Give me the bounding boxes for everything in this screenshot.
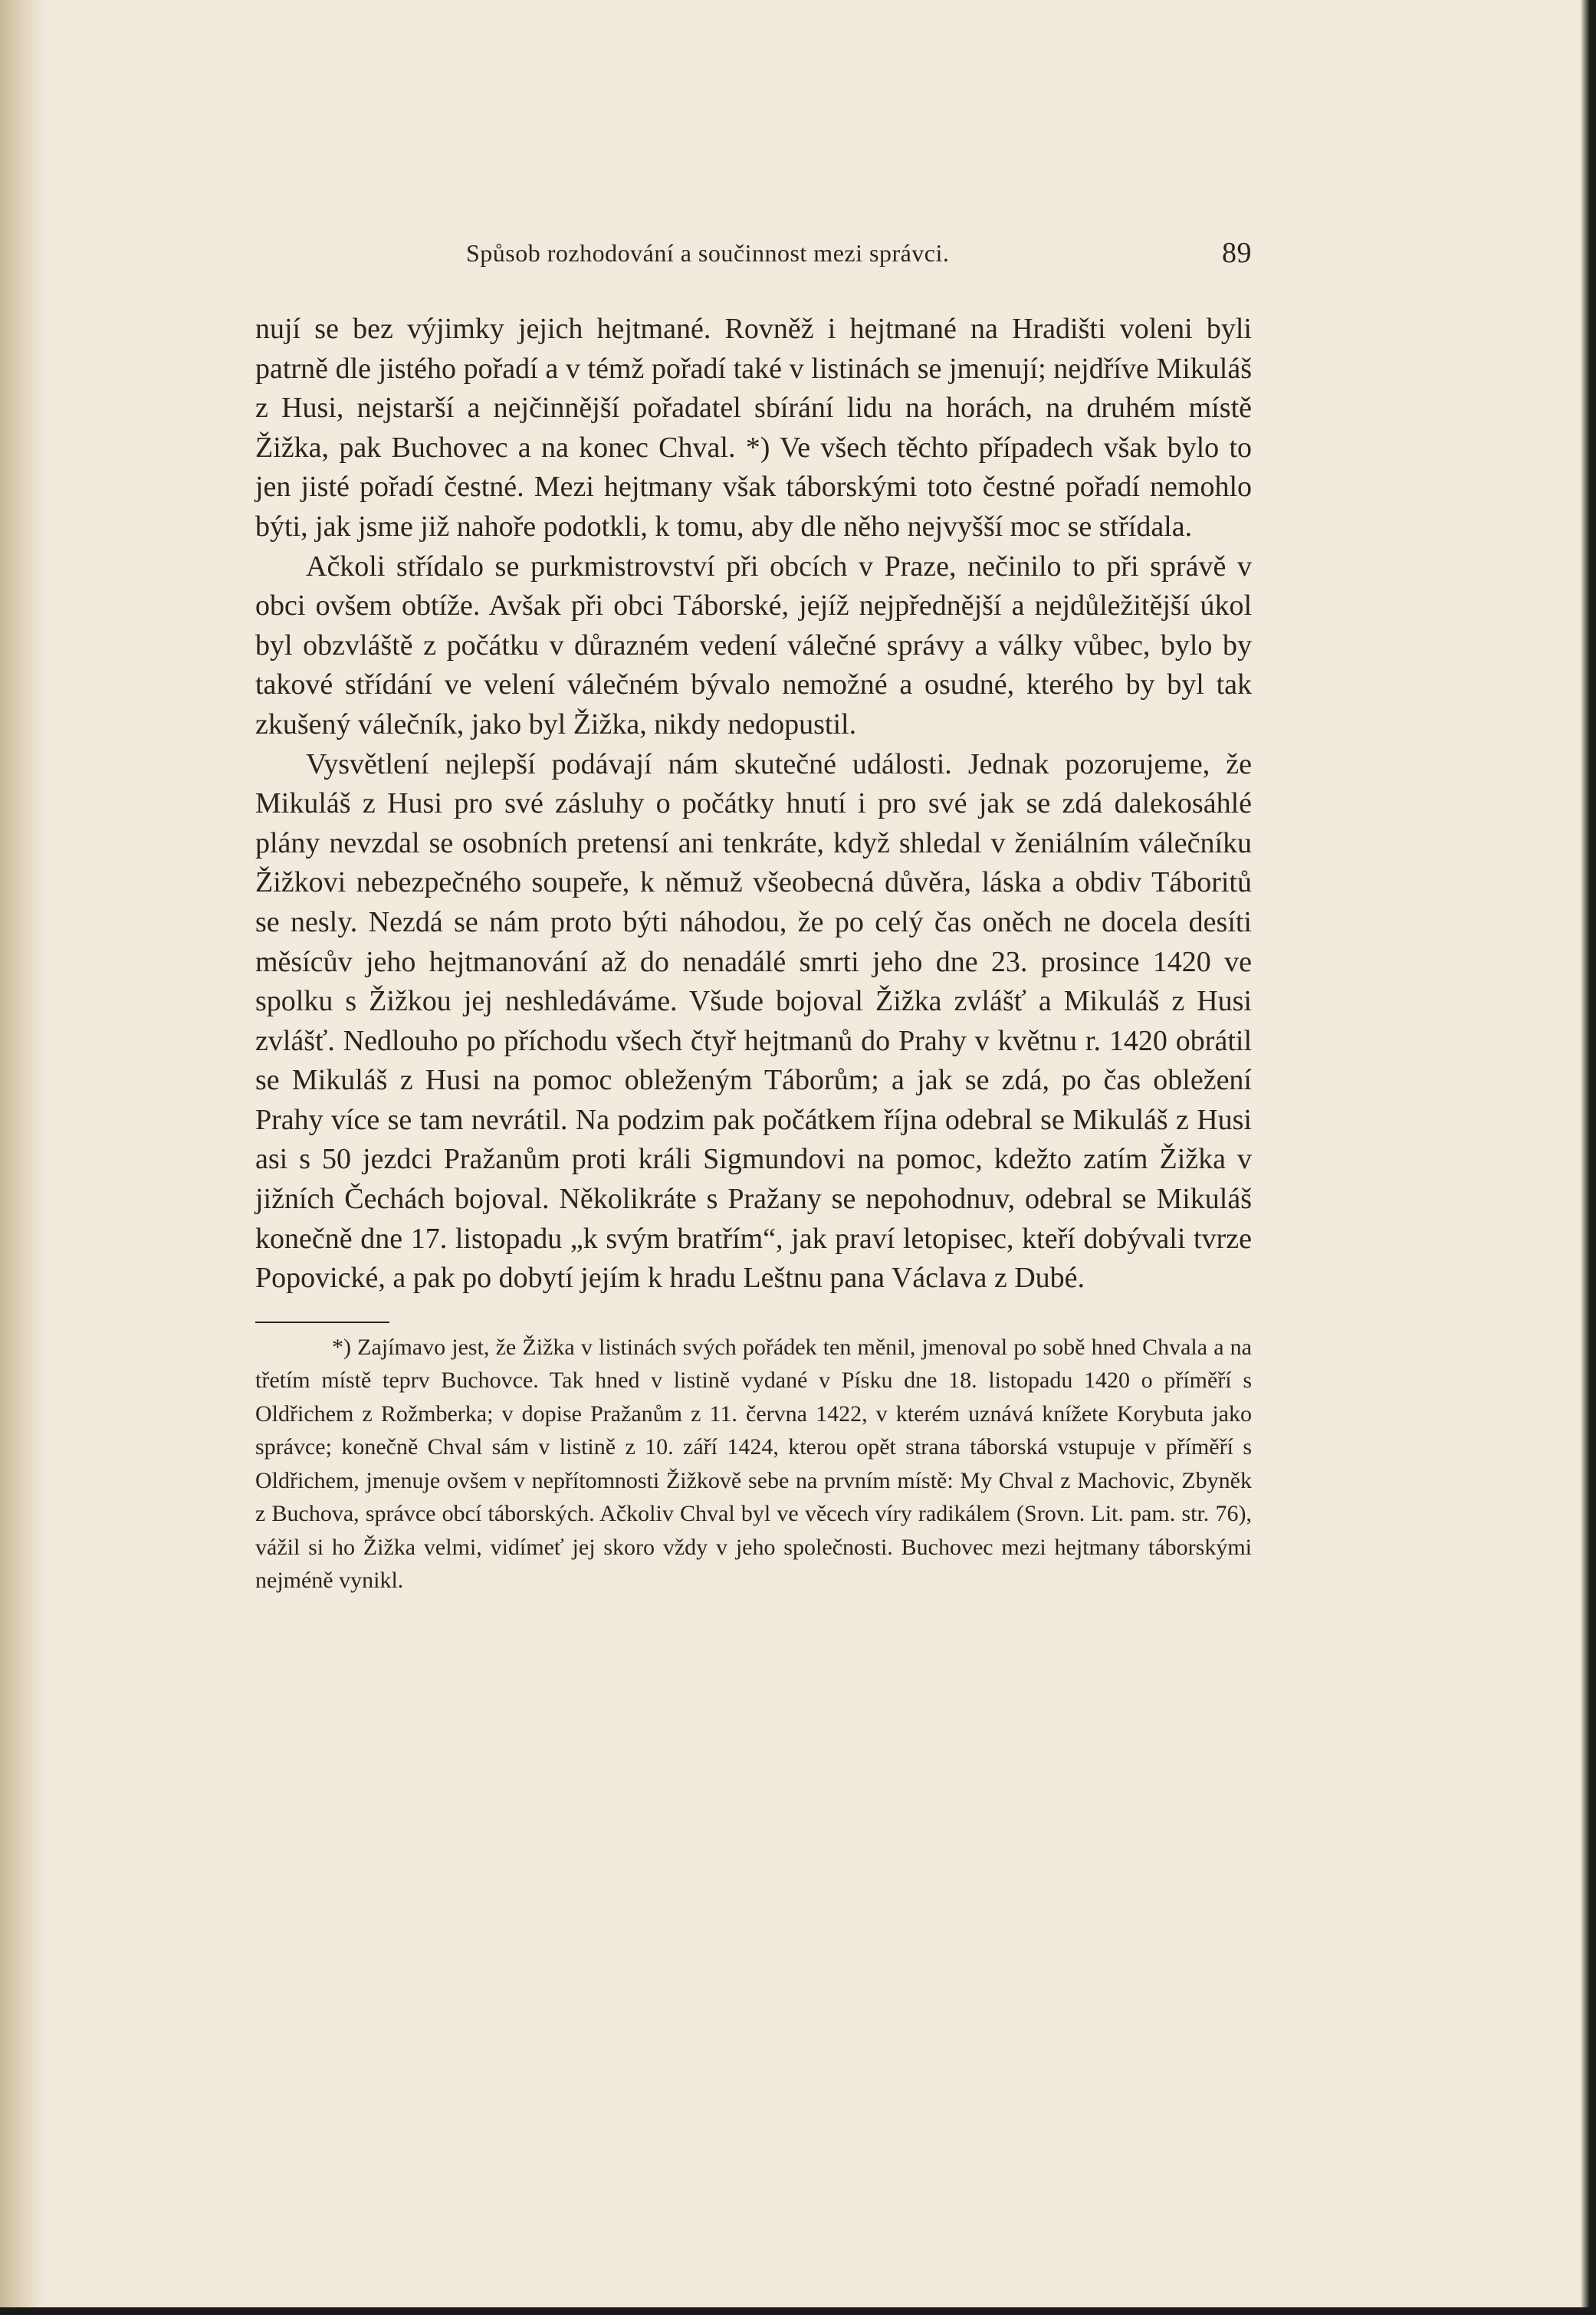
scan-shadow-left [0,0,46,2315]
footnotes [255,1331,1252,1598]
running-head [255,230,1252,276]
scan-border-right [1581,0,1596,2315]
footnote-divider [255,1322,389,1323]
book-page [255,230,1252,1598]
scan-border-bottom [0,2307,1596,2315]
body-text [255,310,1252,1299]
page-number: 89 [1222,237,1252,269]
paragraph-2: Ačkoli střídalo se purkmistrovství při obcích v Praze, nečinilo to při správě v obci ovšem obtíže. Avšak při obci Táborské, jejíž nejpřednější a nejdůležitější úkol byl obzvláště z počátku v důrazném vedení válečné správy a války vůbec, bylo by takové střídání ve velení válečném bývalo nemožné a osudné, kterého by byl tak zkušený válečník, jako byl Žižka, nikdy nedopustil. [255,550,1252,740]
running-title: Spůsob rozhodování a součinnost mezi správci. [466,239,950,267]
footnote-1: *) Zajímavo jest, že Žižka v listinách svých pořádek ten měnil, jmenoval po sobě hned Chvala a na třetím místě teprv Buchovce. Tak hned v listině vydané v Písku dne 18. listopadu 1420 o příměří s Oldřichem z Rožmberka; v dopise Pražanům z 11. června 1422, v kterém uznává knížete Korybuta jako správce; konečně Chval sám v listině z 10. září 1424, kterou opět strana táborská vstupuje v příměří s Oldřichem, jmenuje ovšem v nepřítomnosti Žižkově sebe na prvním místě: My Chval z Machovic, Zbyněk z Buchova, správce obcí táborských. Ačkoliv Chval byl ve věcech víry radikálem (Srovn. Lit. pam. str. 76), vážil si ho Žižka velmi, vidímeť jej skoro vždy v jeho společnosti. Buchovec mezi hejtmany táborskými nejméně vynikl. [255,1334,1252,1594]
paragraph-1: nují se bez výjimky jejich hejtmané. Rovněž i hejtmané na Hradišti voleni byli patrně dle jistého pořadí a v témž pořadí také v listinách se jmenují; nejdříve Mikuláš z Husi, nejstarší a nejčinnější pořadatel sbírání lidu na horách, na druhém místě Žižka, pak Buchovec a na konec Chval. *) Ve všech těchto případech však bylo to jen jisté pořadí čestné. Mezi hejtmany však táborskými toto čestné pořadí nemohlo býti, jak jsme již nahoře podotkli, k tomu, aby dle něho nejvyšší moc se střídala. [255,313,1252,543]
paragraph-3: Vysvětlení nejlepší podávají nám skutečné události. Jednak pozorujeme, že Mikuláš z Husi pro své zásluhy o počátky hnutí i pro své jak se zdá dalekosáhlé plány nevzdal se osobních pretensí ani tenkráte, když shledal v ženiálním válečníku Žižkovi nebezpečného soupeře, k němuž všeobecná důvěra, láska a obdiv Táboritů se nesly. Nezdá se nám proto býti náhodou, že po celý čas oněch ne docela desíti měsícův jeho hejtmanování až do nenadálé smrti jeho dne 23. prosince 1420 ve spolku s Žižkou jej neshledáváme. Všude bojoval Žižka zvlášť a Mikuláš z Husi zvlášť. Nedlouho po příchodu všech čtyř hejtmanů do Prahy v květnu r. 1420 obrátil se Mikuláš z Husi na pomoc obleženým Táborům; a jak se zdá, po čas obležení Prahy více se tam nevrátil. Na podzim pak počátkem října odebral se Mikuláš z Husi asi s 50 jezdci Pražanům proti králi Sigmundovi na pomoc, kdežto zatím Žižka v jižních Čechách bojoval. Několikráte s Pražany se nepohodnuv, odebral se Mikuláš konečně dne 17. listopadu „k svým bratřím“, jak praví letopisec, kteří dobývali tvrze Popovické, a pak po dobytí jejím k hradu Leštnu pana Václava z Dubé. [255,747,1252,1295]
